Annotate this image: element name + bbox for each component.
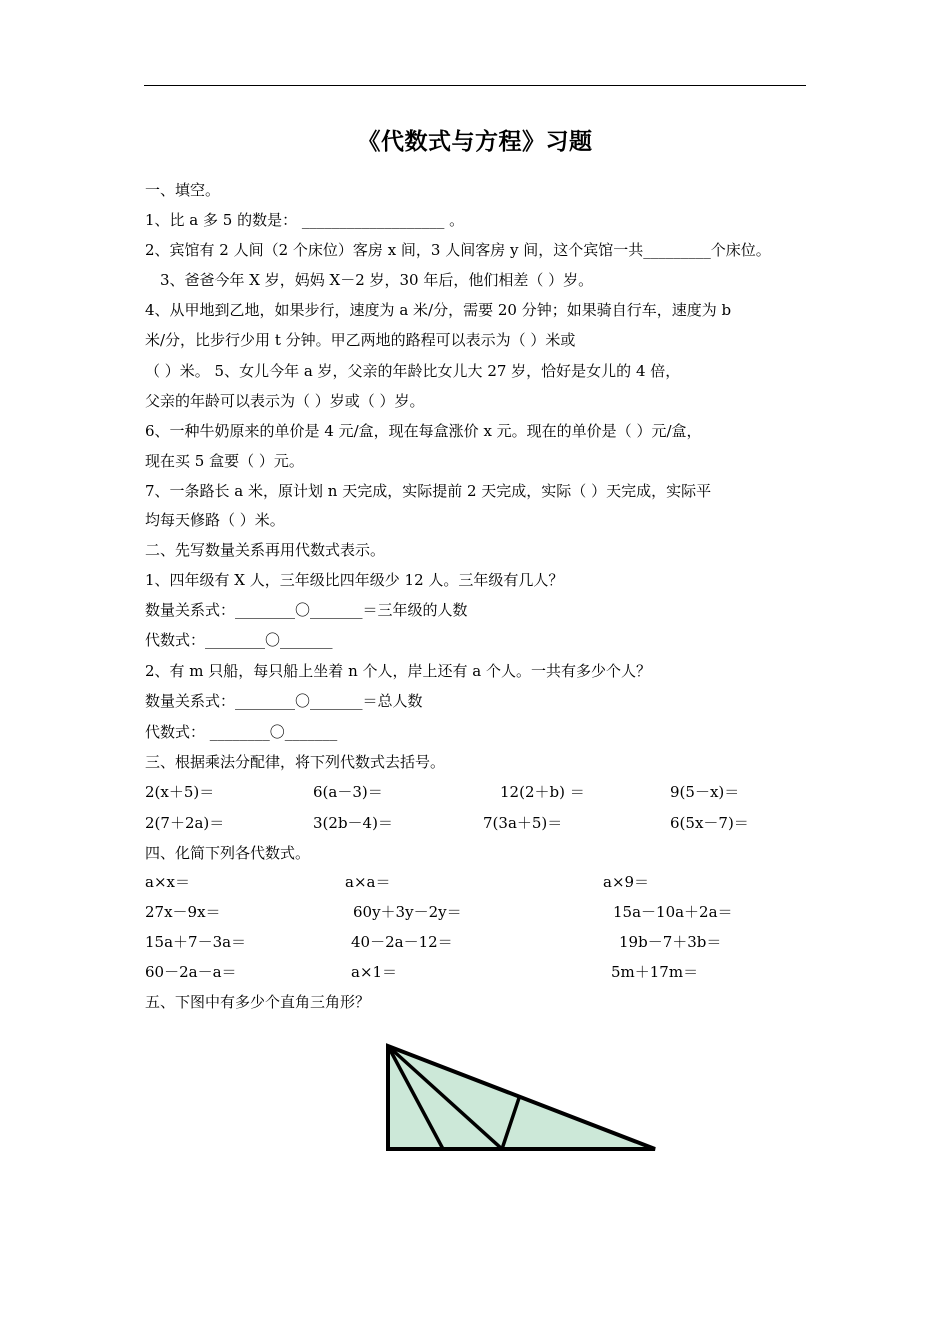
s4-expr: a×9＝ — [603, 873, 650, 891]
s1-line-8: 6、一种牛奶原来的单价是 4 元/盒，现在每盒涨价 x 元。现在的单价是（ ）元/盒， — [145, 422, 702, 440]
section4-heading: 四、化简下列各代数式。 — [145, 844, 311, 862]
s1-line-11: 均每天修路（ ）米。 — [145, 511, 285, 529]
s1-line-1: 1、比 a 多 5 的数是： ___________________ 。 — [145, 211, 465, 229]
s1-line-3: 3、爸爸今年 X 岁，妈妈 X－2 岁，30 年后，他们相差（ ）岁。 — [160, 271, 594, 289]
right-triangle-figure — [380, 1040, 670, 1160]
s2-line-6: 代数式： ________〇_______ — [145, 723, 338, 741]
section2-heading: 二、先写数量关系再用代数式表示。 — [145, 541, 386, 559]
header-rule — [144, 85, 806, 86]
s4-expr: 15a＋7－3a＝ — [145, 933, 247, 951]
s3-expr: 2(x＋5)＝ — [145, 783, 215, 801]
s4-expr: a×x＝ — [145, 873, 190, 891]
section1-heading: 一、填空。 — [145, 181, 221, 199]
s1-line-4: 4、从甲地到乙地，如果步行，速度为 a 米/分，需要 20 分钟；如果骑自行车，速度为 b — [145, 301, 732, 319]
section3-heading: 三、根据乘法分配律，将下列代数式去括号。 — [145, 753, 446, 771]
s1-line-7: 父亲的年龄可以表示为（ ）岁或（ ）岁。 — [145, 392, 425, 410]
s4-expr: 19b－7＋3b＝ — [619, 933, 722, 951]
s1-line-6: （ ）米。 5、女儿今年 a 岁，父亲的年龄比女儿大 27 岁，恰好是女儿的 4 倍， — [145, 362, 681, 380]
s4-expr: a×a＝ — [345, 873, 391, 891]
outer-triangle — [388, 1046, 655, 1149]
page-title: 《代数式与方程》习题 — [357, 128, 593, 155]
s3-expr: 12(2＋b) ＝ — [500, 783, 585, 801]
s3-expr: 6(a－3)＝ — [313, 783, 383, 801]
s2-line-5: 数量关系式：________〇_______＝总人数 — [145, 692, 423, 710]
s2-line-1: 1、四年级有 X 人，三年级比四年级少 12 人。三年级有几人？ — [145, 571, 564, 589]
s1-line-5: 米/分，比步行少用 t 分钟。甲乙两地的路程可以表示为（ ）米或 — [145, 331, 576, 349]
s4-expr: 60－2a－a＝ — [145, 963, 237, 981]
s2-line-2: 数量关系式：________〇_______＝三年级的人数 — [145, 601, 468, 619]
s1-line-10: 7、一条路长 a 米，原计划 n 天完成，实际提前 2 天完成，实际（ ）天完成，实际平 — [145, 482, 712, 500]
s3-expr: 7(3a＋5)＝ — [483, 814, 563, 832]
section5-heading: 五、下图中有多少个直角三角形？ — [145, 993, 371, 1011]
s1-line-9: 现在买 5 盒要（ ）元。 — [145, 452, 304, 470]
s4-expr: a×1＝ — [351, 963, 398, 981]
s4-expr: 27x－9x＝ — [145, 903, 221, 921]
s4-expr: 15a－10a＋2a＝ — [613, 903, 733, 921]
s3-expr: 6(5x－7)＝ — [670, 814, 749, 832]
s4-expr: 60y＋3y－2y＝ — [353, 903, 462, 921]
s3-expr: 2(7＋2a)＝ — [145, 814, 225, 832]
s2-line-4: 2、有 m 只船，每只船上坐着 n 个人，岸上还有 a 个人。一共有多少个人？ — [145, 662, 651, 680]
s2-line-3: 代数式：________〇_______ — [145, 631, 333, 649]
s4-expr: 40－2a－12＝ — [351, 933, 453, 951]
s3-expr: 9(5－x)＝ — [670, 783, 740, 801]
s3-expr: 3(2b－4)＝ — [313, 814, 393, 832]
s4-expr: 5m＋17m＝ — [611, 963, 699, 981]
s1-line-2: 2、宾馆有 2 人间（2 个床位）客房 x 间，3 人间客房 y 间，这个宾馆一共_________个床位。 — [145, 241, 771, 259]
